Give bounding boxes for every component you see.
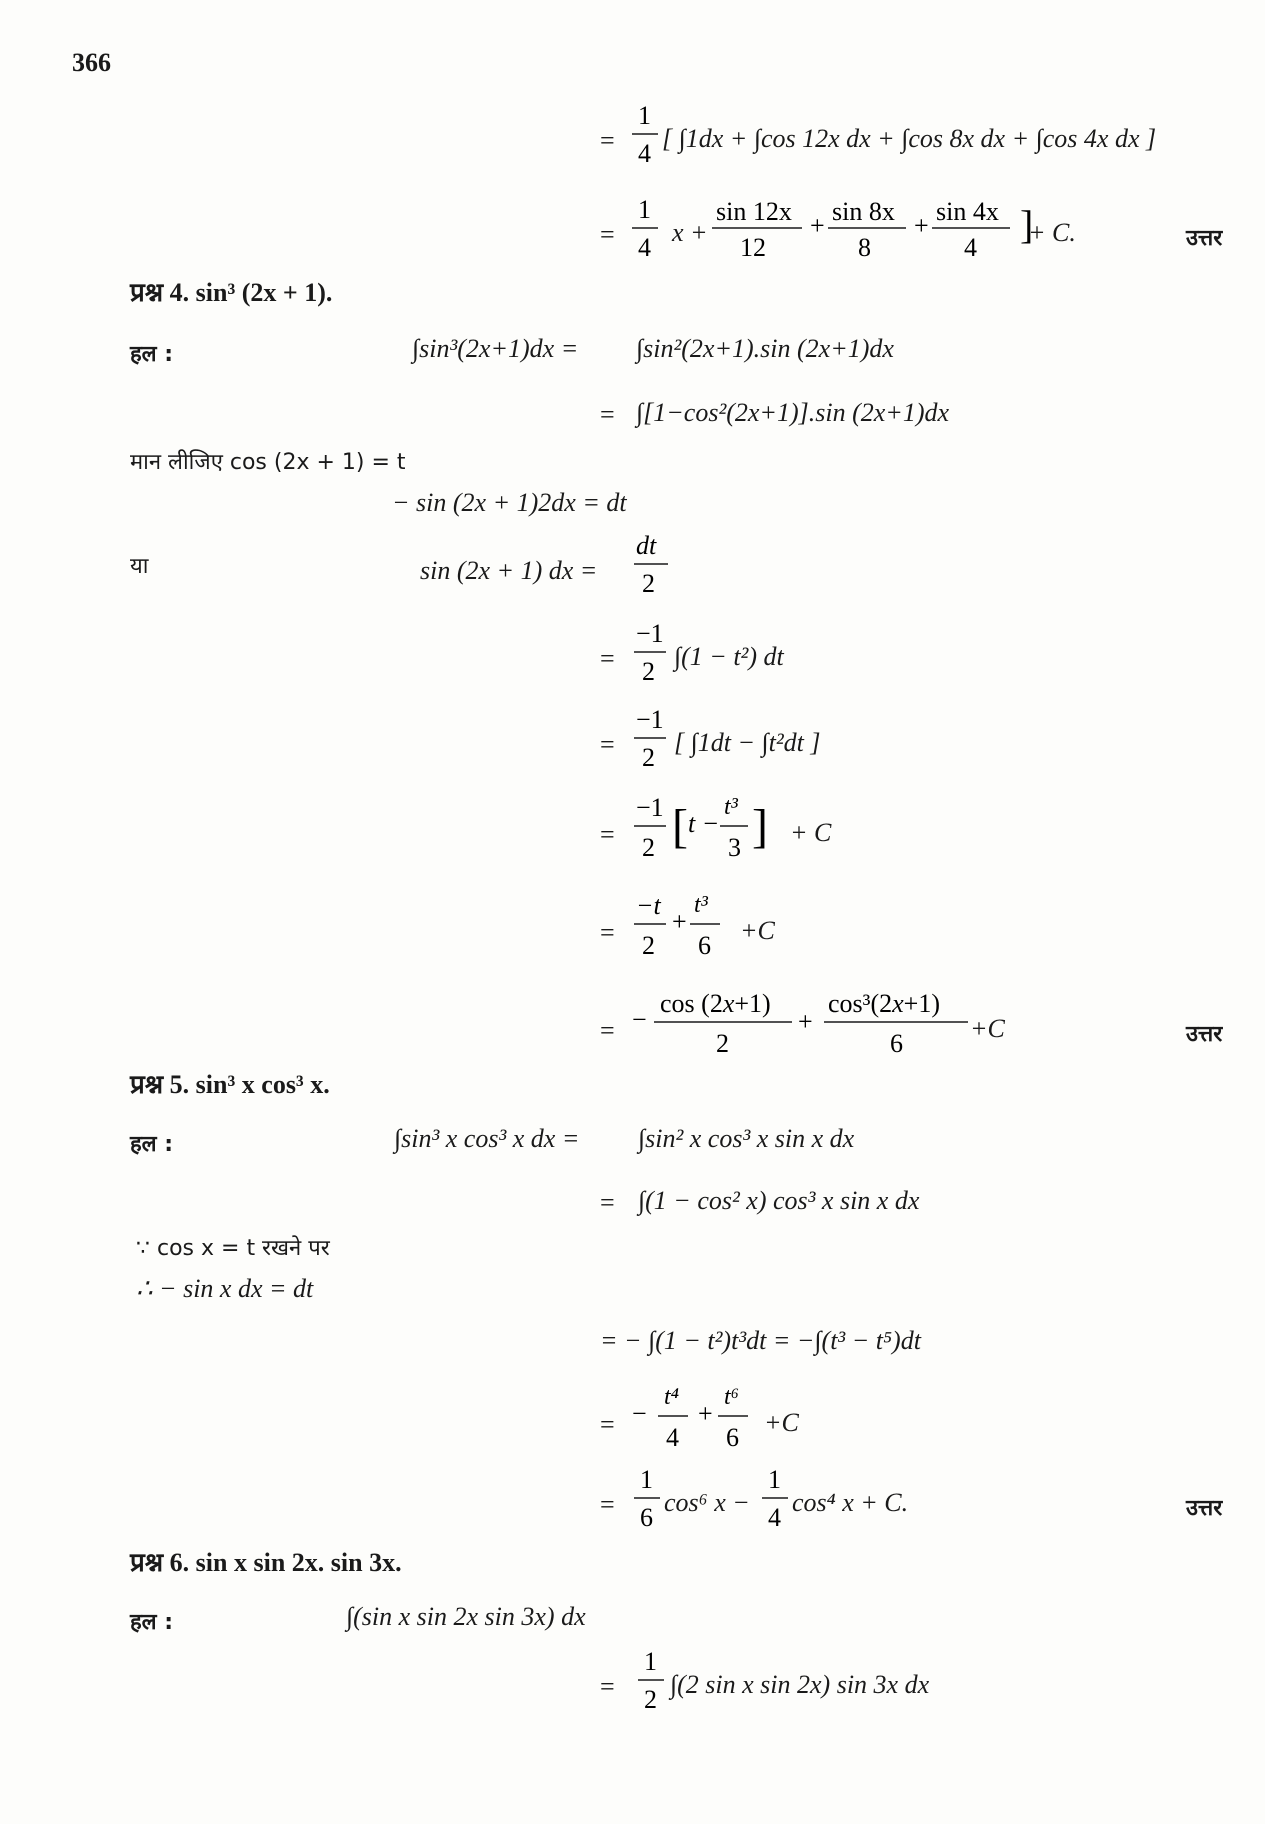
svg-text:sin 12x: sin 12x bbox=[716, 197, 792, 226]
svg-text:2: 2 bbox=[642, 569, 655, 598]
q5-t4-t6-fractions bbox=[628, 1376, 768, 1456]
svg-text:12: 12 bbox=[740, 233, 766, 262]
svg-text:4: 4 bbox=[666, 1423, 679, 1452]
fraction-one-quarter bbox=[628, 192, 668, 264]
svg-text:6: 6 bbox=[640, 1503, 653, 1532]
fraction-one-quarter bbox=[760, 1462, 796, 1534]
svg-text:1: 1 bbox=[644, 1647, 657, 1676]
svg-text:3: 3 bbox=[728, 833, 741, 862]
q4-substitution-lhs: sin (2x + 1) dx = bbox=[420, 556, 598, 585]
q4-constant: + C bbox=[790, 818, 832, 847]
svg-text:1: 1 bbox=[638, 101, 651, 130]
q5-step-2: ∫(1 − cos² x) cos³ x sin x dx bbox=[638, 1186, 920, 1215]
q5-step-3: = − ∫(1 − t²)t³dt = −∫(t³ − t⁵)dt bbox=[600, 1326, 921, 1355]
svg-text:−: − bbox=[632, 1005, 647, 1034]
equals-sign: = bbox=[600, 644, 615, 673]
svg-text:dt: dt bbox=[636, 531, 657, 560]
q5-therefore-line: ∴ − sin x dx = dt bbox=[136, 1274, 314, 1303]
svg-text:t³: t³ bbox=[724, 794, 738, 820]
equals-sign: = bbox=[600, 918, 615, 947]
fraction-minus-half bbox=[632, 702, 672, 774]
svg-text:sin 4x: sin 4x bbox=[936, 197, 999, 226]
svg-text:6: 6 bbox=[890, 1029, 903, 1058]
svg-text:]: ] bbox=[752, 800, 768, 853]
equals-sign: = bbox=[600, 1016, 615, 1045]
svg-text:t −: t − bbox=[688, 809, 720, 838]
q3-constant: + C. bbox=[1028, 218, 1076, 247]
svg-text:1: 1 bbox=[768, 1465, 781, 1494]
svg-text:+: + bbox=[698, 1399, 713, 1428]
question-4-heading: प्रश्न 4. sin³ (2x + 1). bbox=[130, 278, 333, 307]
svg-text:[: [ bbox=[672, 800, 688, 853]
equals-sign: = bbox=[600, 1490, 615, 1519]
q3-integral-sum: [ ∫1dx + ∫cos 12x dx + ∫cos 8x dx + ∫cos 4x dx ] bbox=[662, 124, 1157, 153]
q5-because-line: ∵ cos x = t रखने पर bbox=[136, 1236, 330, 1261]
q5-cos6-term: cos⁶ x − bbox=[664, 1488, 750, 1517]
q3-sine-fractions bbox=[710, 192, 1080, 264]
fraction-one-half bbox=[636, 1644, 672, 1716]
solution-label: हल : bbox=[130, 342, 174, 367]
equals-sign: = bbox=[600, 730, 615, 759]
svg-text:2: 2 bbox=[642, 657, 655, 686]
svg-text:−1: −1 bbox=[636, 619, 664, 648]
q4-final-fractions bbox=[628, 982, 1008, 1062]
svg-text:2: 2 bbox=[642, 833, 655, 862]
q4-step-2: ∫[1−cos²(2x+1)].sin (2x+1)dx bbox=[636, 398, 950, 427]
solution-label: हल : bbox=[130, 1132, 174, 1157]
q5-solution-lhs: ∫sin³ x cos³ x dx = bbox=[394, 1124, 580, 1153]
page-number: 366 bbox=[72, 48, 111, 77]
q4-bracket-t-minus-t-cubed bbox=[632, 786, 792, 866]
svg-text:2: 2 bbox=[642, 743, 655, 772]
svg-text:cos³(2x+1): cos³(2x+1) bbox=[828, 989, 940, 1018]
equals-sign: = bbox=[600, 400, 615, 429]
q5-constant: +C bbox=[764, 1408, 799, 1437]
q4-minus-t-half-plus-t-cubed-sixth bbox=[632, 884, 742, 964]
q4-step-int2: [ ∫1dt − ∫t²dt ] bbox=[674, 728, 821, 757]
answer-label: उत्तर bbox=[1186, 1496, 1223, 1521]
svg-text:t⁴: t⁴ bbox=[664, 1384, 680, 1410]
fraction-one-sixth bbox=[632, 1462, 668, 1534]
svg-text:−: − bbox=[632, 1399, 647, 1428]
q4-assumption: मान लीजिए cos (2x + 1) = t bbox=[130, 450, 406, 475]
q3-x-term: x + bbox=[672, 218, 708, 247]
answer-label: उत्तर bbox=[1186, 226, 1223, 251]
q6-solution: ∫(sin x sin 2x sin 3x) dx bbox=[346, 1602, 586, 1631]
equals-sign: = bbox=[600, 126, 615, 155]
q4-differential: − sin (2x + 1)2dx = dt bbox=[392, 488, 627, 517]
svg-text:−1: −1 bbox=[636, 793, 664, 822]
svg-text:2: 2 bbox=[644, 1685, 657, 1714]
svg-text:t⁶: t⁶ bbox=[724, 1384, 740, 1410]
svg-text:cos (2x+1): cos (2x+1) bbox=[660, 989, 771, 1018]
svg-text:6: 6 bbox=[726, 1423, 739, 1452]
svg-text:1: 1 bbox=[638, 195, 651, 224]
svg-text:1: 1 bbox=[640, 1465, 653, 1494]
svg-text:4: 4 bbox=[638, 139, 651, 168]
q4-constant: +C bbox=[970, 1014, 1005, 1043]
svg-text:sin 8x: sin 8x bbox=[832, 197, 895, 226]
equals-sign: = bbox=[600, 820, 615, 849]
q4-step-int1: ∫(1 − t²) dt bbox=[674, 642, 784, 671]
question-6-heading: प्रश्न 6. sin x sin 2x. sin 3x. bbox=[130, 1548, 402, 1577]
q4-ya: या bbox=[130, 554, 149, 579]
fraction-minus-half bbox=[632, 616, 672, 688]
solution-label: हल : bbox=[130, 1610, 174, 1635]
q5-cos4-term: cos⁴ x + C. bbox=[792, 1488, 909, 1517]
equals-sign: = bbox=[600, 1410, 615, 1439]
svg-text:]: ] bbox=[1020, 202, 1034, 247]
question-5-heading: प्रश्न 5. sin³ x cos³ x. bbox=[130, 1070, 330, 1099]
q4-solution-lhs: ∫sin³(2x+1)dx = bbox=[412, 334, 579, 363]
equals-sign: = bbox=[600, 1672, 615, 1701]
svg-text:+: + bbox=[914, 211, 929, 240]
svg-text:4: 4 bbox=[768, 1503, 781, 1532]
svg-text:+: + bbox=[798, 1007, 813, 1036]
q4-constant: +C bbox=[740, 916, 775, 945]
svg-text:−t: −t bbox=[636, 891, 661, 920]
q5-solution-rhs: ∫sin² x cos³ x sin x dx bbox=[638, 1124, 855, 1153]
q6-step-2: ∫(2 sin x sin 2x) sin 3x dx bbox=[670, 1670, 930, 1699]
fraction-dt-over-2 bbox=[634, 528, 674, 600]
q4-solution-rhs: ∫sin²(2x+1).sin (2x+1)dx bbox=[636, 334, 894, 363]
equals-sign: = bbox=[600, 1188, 615, 1217]
svg-text:2: 2 bbox=[642, 931, 655, 960]
svg-text:2: 2 bbox=[716, 1029, 729, 1058]
svg-text:4: 4 bbox=[638, 233, 651, 262]
svg-text:t³: t³ bbox=[694, 892, 708, 918]
svg-text:−1: −1 bbox=[636, 705, 664, 734]
svg-text:8: 8 bbox=[858, 233, 871, 262]
svg-text:+: + bbox=[672, 907, 687, 936]
svg-text:4: 4 bbox=[964, 233, 977, 262]
svg-text:+: + bbox=[810, 211, 825, 240]
svg-text:6: 6 bbox=[698, 931, 711, 960]
equals-sign: = bbox=[600, 220, 615, 249]
answer-label: उत्तर bbox=[1186, 1022, 1223, 1047]
